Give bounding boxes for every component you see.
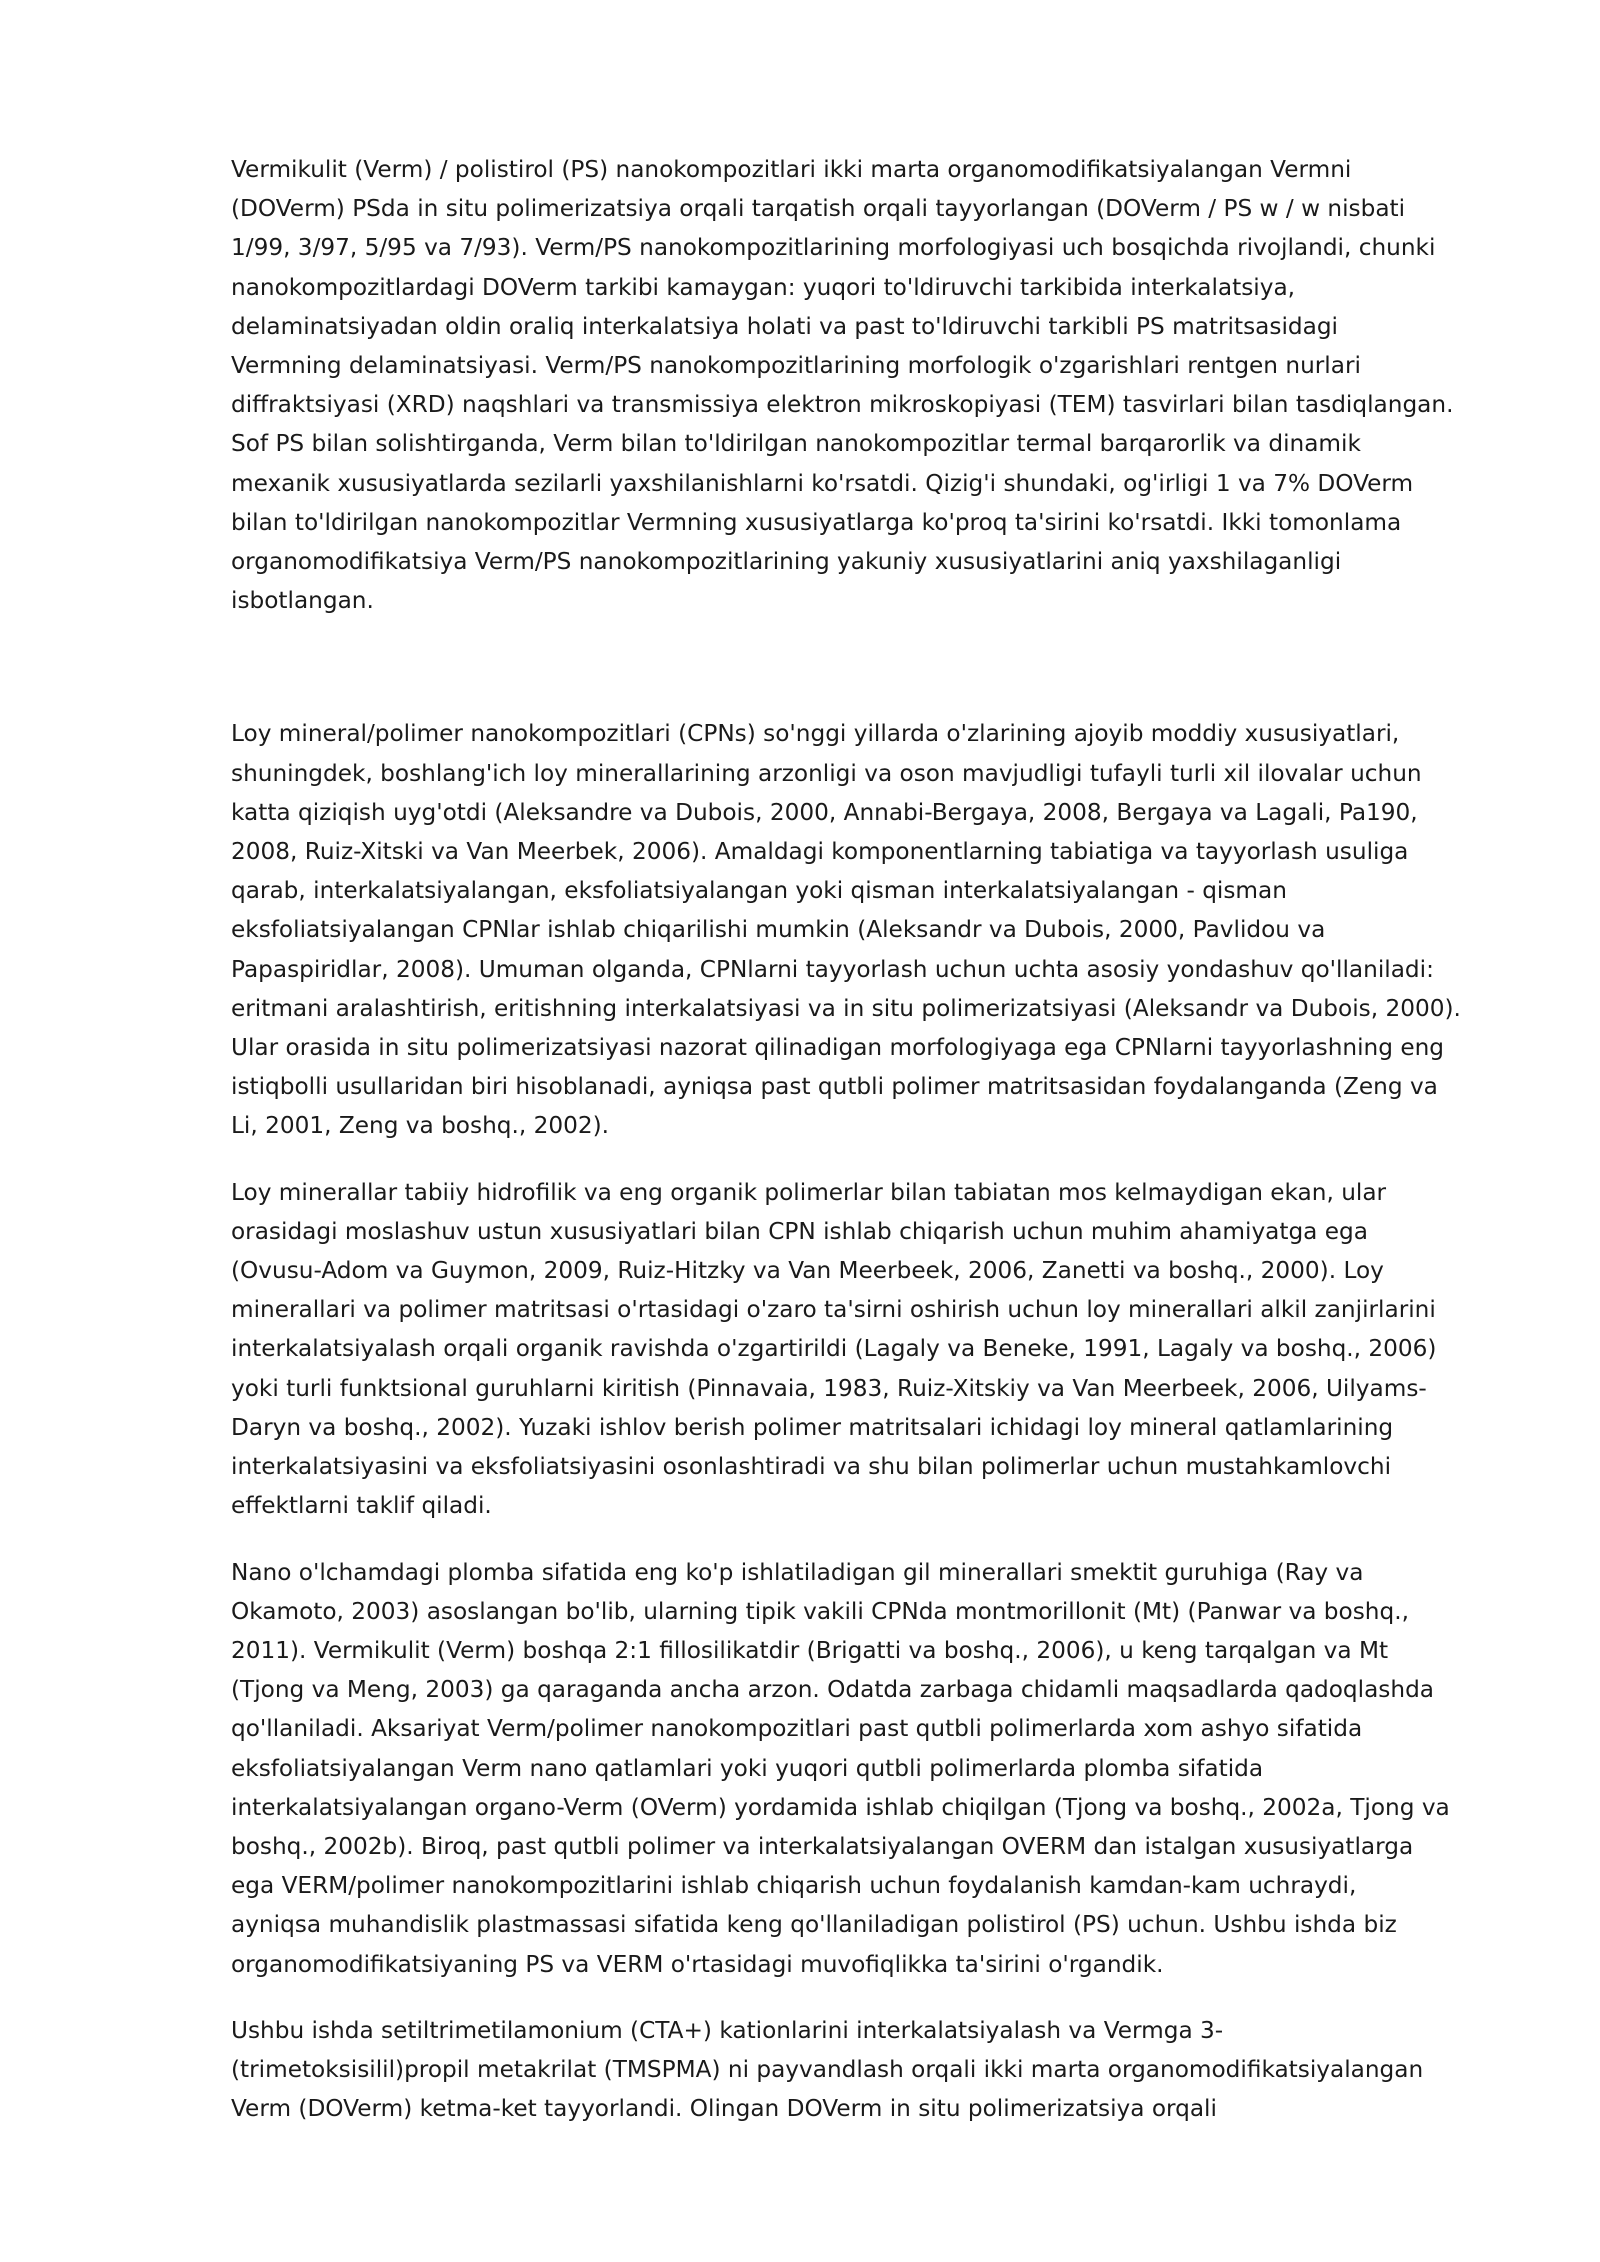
- body-paragraph-4: Ushbu ishda setiltrimetilamonium (CTA+) kationlarini interkalatsiyalash va Vermga 3- (trimetoksisilil)propil metakrilat (TMSPMA) ni payvandlash orqali ikki marta organomodifikatsiyalangan Verm (DOVerm) ketma-ket tayyorlandi. Olingan DOVerm in situ polimerizatsiya orqali: [231, 2016, 1424, 2123]
- document-body: [231, 150, 1499, 2128]
- abstract-paragraph: Vermikulit (Verm) / polistirol (PS) nanokompozitlari ikki marta organomodifikatsiyalangan Vermni (DOVerm) PSda in situ polimerizatsiya orqali tarqatish orqali tayyorlangan (DOVerm / PS w / w nisbati 1/99, 3/97, 5/95 va 7/93). Verm/PS nanokompozitlarining morfologiyasi uch bosqichda rivojlandi, chunki nanokompozitlardagi DOVerm tarkibi kamaygan: yuqori to'ldiruvchi tarkibida interkalatsiya, delaminatsiyadan oldin oraliq interkalatsiya holati va past to'ldiruvchi tarkibli PS matritsasidagi Vermning delaminatsiyasi. Verm/PS nanokompozitlarining morfologik o'zgarishlari rentgen nurlari diffraktsiyasi (XRD) naqshlari va transmissiya elektron mikroskopiyasi (TEM) tasvirlari bilan tasdiqlangan. Sof PS bilan solishtirganda, Verm bilan to'ldirilgan nanokompozitlar termal barqarorlik va dinamik mexanik xususiyatlarda sezilarli yaxshilanishlarni ko'rsatdi. Qizig'i shundaki, og'irligi 1 va 7% DOVerm bilan to'ldirilgan nanokompozitlar Vermning xususiyatlarga ko'proq ta'sirini ko'rsatdi. Ikki tomonlama organomodifikatsiya Verm/PS nanokompozitlarining yakuniy xususiyatlarini aniq yaxshilaganligi isbotlangan.: [231, 156, 1454, 615]
- body-paragraph-3: Nano o'lchamdagi plomba sifatida eng ko'p ishlatiladigan gil minerallari smektit guruhiga (Ray va Okamoto, 2003) asoslangan bo'lib, ularning tipik vakili CPNda montmorillonit (Mt) (Panwar va boshq., 2011). Vermikulit (Verm) boshqa 2:1 fillosilikatdir (Brigatti va boshq., 2006), u keng tarqalgan va Mt (Tjong va Meng, 2003) ga qaraganda ancha arzon. Odatda zarbaga chidamli maqsadlarda qadoqlashda qo'llaniladi. Aksariyat Verm/polimer nanokompozitlari past qutbli polimerlarda xom ashyo sifatida eksfoliatsiyalangan Verm nano qatlamlari yoki yuqori qutbli polimerlarda plomba sifatida interkalatsiyalangan organo-Verm (OVerm) yordamida ishlab chiqilgan (Tjong va boshq., 2002a, Tjong va boshq., 2002b). Biroq, past qutbli polimer va interkalatsiyalangan OVERM dan istalgan xususiyatlarga ega VERM/polimer nanokompozitlarini ishlab chiqarish uchun foydalanish kamdan-kam uchraydi, ayniqsa muhandislik plastmassasi sifatida keng qo'llaniladigan polistirol (PS) uchun. Ushbu ishda biz organomodifikatsiyaning PS va VERM o'rtasidagi muvofiqlikka ta'sirini o'rgandik.: [231, 1558, 1450, 1978]
- body-paragraph-2: Loy minerallar tabiiy hidrofilik va eng organik polimerlar bilan tabiatan mos kelmaydigan ekan, ular orasidagi moslashuv ustun xususiyatlari bilan CPN ishlab chiqarish uchun muhim ahamiyatga ega (Ovusu-Adom va Guymon, 2009, Ruiz-Hitzky va Van Meerbeek, 2006, Zanetti va boshq., 2000). Loy minerallari va polimer matritsasi o'rtasidagi o'zaro ta'sirni oshirish uchun loy minerallari alkil zanjirlarini interkalatsiyalash orqali organik ravishda o'zgartirildi (Lagaly va Beneke, 1991, Lagaly va boshq., 2006) yoki turli funktsional guruhlarni kiritish (Pinnavaia, 1983, Ruiz-Xitskiy va Van Meerbeek, 2006, Uilyams- Daryn va boshq., 2002). Yuzaki ishlov berish polimer matritsalari ichidagi loy mineral qatlamlarining interkalatsiyasini va eksfoliatsiyasini osonlashtiradi va shu bilan polimerlar uchun mustahkamlovchi effektlarni taklif qiladi.: [231, 1178, 1437, 1520]
- body-paragraph-1: Loy mineral/polimer nanokompozitlari (CPNs) so'nggi yillarda o'zlarining ajoyib moddiy xususiyatlari, shuningdek, boshlang'ich loy minerallarining arzonligi va oson mavjudligi tufayli turli xil ilovalar uchun katta qiziqish uyg'otdi (Aleksandre va Dubois, 2000, Annabi-Bergaya, 2008, Bergaya va Lagali, Pa190, 2008, Ruiz-Xitski va Van Meerbek, 2006). Amaldagi komponentlarning tabiatiga va tayyorlash usuliga qarab, interkalatsiyalangan, eksfoliatsiyalangan yoki qisman interkalatsiyalangan - qisman eksfoliatsiyalangan CPNlar ishlab chiqarilishi mumkin (Aleksandr va Dubois, 2000, Pavlidou va Papaspiridlar, 2008). Umuman olganda, CPNlarni tayyorlash uchun uchta asosiy yondashuv qo'llaniladi: eritmani aralashtirish, eritishning interkalatsiyasi va in situ polimerizatsiyasi (Aleksandr va Dubois, 2000). Ular orasida in situ polimerizatsiyasi nazorat qilinadigan morfologiyaga ega CPNlarni tayyorlashning eng istiqbolli usullaridan biri hisoblanadi, ayniqsa past qutbli polimer matritsasidan foydalanganda (Zeng va Li, 2001, Zeng va boshq., 2002).: [231, 720, 1461, 1140]
